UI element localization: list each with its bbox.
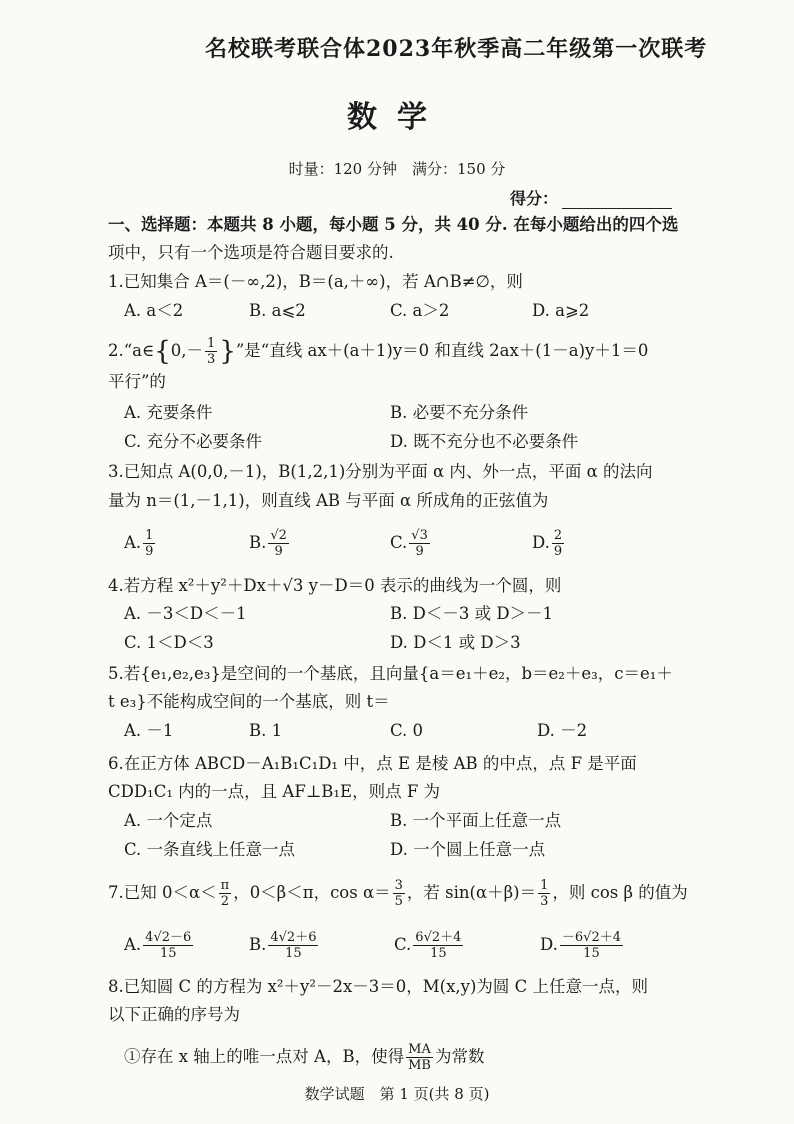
q3-c-num: √3 [411, 528, 428, 543]
q1-number: 1. [108, 272, 124, 291]
q7-f2-num: 3 [394, 878, 403, 893]
q8-number: 8. [108, 977, 124, 996]
exam-header: 名校联考联合体2023年秋季高二年级第一次联考 [205, 36, 708, 62]
q3-stem-line1 [108, 461, 653, 483]
q8-item-1 [124, 1042, 484, 1073]
q2-frac-den: 3 [207, 352, 216, 367]
q2-option-b: B. 必要不充分条件 [390, 403, 529, 422]
q7-number: 7. [108, 883, 124, 902]
q2-option-d: D. 既不充分也不必要条件 [390, 432, 579, 451]
q2-stem-line1 [108, 336, 648, 367]
q3-c-label: C. [390, 533, 408, 552]
q8-item1-den: MB [408, 1058, 431, 1073]
q7-a-den: 15 [159, 946, 177, 961]
q6-option-c: C. 一条直线上任意一点 [124, 840, 296, 859]
q4-option-a: A. －3＜D＜－1 [124, 604, 247, 623]
q6-stem-line2: CDD₁C₁ 内的一点，且 AF⊥B₁E，则点 F 为 [108, 782, 441, 801]
q7-option-c [394, 930, 465, 961]
q1-text: 已知集合 A＝(－∞,2)，B＝(a,＋∞)，若 A∩B≠∅，则 [123, 272, 523, 291]
q7-a-frac [143, 930, 193, 961]
q8-stem-line1 [108, 976, 648, 998]
q7-b-frac [268, 930, 318, 961]
q1-option-b: B. a⩽2 [249, 301, 306, 320]
score-blank [562, 194, 672, 209]
q3-c-den: 9 [415, 544, 424, 559]
q3-b-den: 9 [274, 544, 283, 559]
q1-option-c: C. a＞2 [390, 301, 450, 320]
q8-line1-text: 已知圆 C 的方程为 x²＋y²－2x－3＝0，M(x,y)为圆 C 上任意一点，则 [123, 977, 649, 996]
q8-item1-frac [406, 1042, 433, 1073]
q3-option-b [249, 528, 291, 559]
q3-b-label: B. [249, 533, 267, 552]
q7-f3-den: 3 [540, 894, 549, 909]
q3-a-num: 1 [145, 528, 154, 543]
q8-item1-pre: ①存在 x 轴上的唯一点对 A，B，使得 [124, 1047, 405, 1066]
q6-number: 6. [108, 754, 124, 773]
q5-option-b: B. 1 [249, 721, 283, 740]
q7-f3-num: 1 [540, 878, 549, 893]
q2-pre: “a∈ [123, 341, 155, 360]
q7-text-3: ，若 sin(α＋β)＝ [406, 883, 537, 902]
score-field [510, 186, 672, 209]
q5-stem-line2: t e₃}不能构成空间的一个基底，则 t＝ [108, 692, 390, 711]
q2-option-a: A. 充要条件 [124, 403, 213, 422]
brace-left-icon: { [154, 336, 171, 367]
q3-line1-text: 已知点 A(0,0,－1)，B(1,2,1)分别为平面 α 内、外一点，平面 α 的法向 [123, 462, 653, 481]
q7-c-frac [413, 930, 463, 961]
q5-number: 5. [108, 664, 124, 683]
q4-option-d: D. D＜1 或 D＞3 [390, 633, 521, 652]
q8-stem-line2: 以下正确的序号为 [108, 1005, 240, 1024]
q6-stem-line1 [108, 753, 637, 775]
q6-line1-text: 在正方体 ABCD－A₁B₁C₁D₁ 中，点 E 是棱 AB 的中点，点 F 是平面 [123, 754, 637, 773]
section1-line2: 项中，只有一个选项是符合题目要求的. [108, 243, 394, 262]
q6-option-a: A. 一个定点 [124, 811, 213, 830]
q3-d-num: 2 [553, 528, 563, 543]
q8-item1-post: 为常数 [434, 1047, 485, 1066]
q1-option-d: D. a⩾2 [532, 301, 590, 320]
q5-option-d: D. －2 [537, 721, 588, 740]
q2-post: ”是“直线 ax＋(a＋1)y＝0 和直线 2ax＋(1－a)y＋1＝0 [235, 341, 649, 360]
q3-b-num: √2 [270, 528, 287, 543]
q4-number: 4. [108, 576, 124, 595]
q7-text-1: 已知 0＜α＜ [123, 883, 217, 902]
q7-a-num: 4√2－6 [145, 930, 192, 945]
q7-option-a [124, 930, 195, 961]
score-label: 得分： [510, 189, 559, 208]
q5-option-a: A. －1 [124, 721, 174, 740]
q3-b-frac [268, 528, 289, 559]
q2-fraction [205, 336, 217, 367]
q2-frac-num: 1 [207, 336, 216, 351]
q3-option-d [532, 528, 566, 559]
q7-a-label: A. [124, 935, 142, 954]
q7-d-label: D. [540, 935, 558, 954]
q3-c-frac [409, 528, 430, 559]
q3-d-den: 9 [553, 544, 563, 559]
q3-a-label: A. [124, 533, 142, 552]
q2-number: 2. [108, 341, 124, 360]
q7-option-d [540, 930, 625, 961]
page-footer: 数学试题 第 1 页(共 8 页) [304, 1085, 490, 1103]
q7-b-num: 4√2＋6 [270, 930, 317, 945]
q3-a-den: 9 [145, 544, 154, 559]
q6-option-b: B. 一个平面上任意一点 [390, 811, 562, 830]
q7-d-den: 15 [583, 946, 600, 961]
section1-line1: 一、选择题：本题共 8 小题，每小题 5 分，共 40 分. 在每小题给出的四个选 [108, 215, 679, 234]
q3-d-label: D. [532, 533, 550, 552]
q7-frac-3 [538, 878, 550, 909]
q7-stem [108, 878, 688, 909]
q5-stem-line1 [108, 663, 673, 685]
q5-option-c: C. 0 [390, 721, 424, 740]
q3-option-a [124, 528, 157, 559]
q1-stem [108, 271, 523, 293]
q7-b-den: 15 [285, 946, 302, 961]
q2-option-c: C. 充分不必要条件 [124, 432, 263, 451]
q5-line1-text: 若{e₁,e₂,e₃}是空间的一个基底，且向量{a＝e₁＋e₂，b＝e₂＋e₃，c＝e₁＋ [123, 664, 673, 683]
q8-item1-num: MA [408, 1042, 431, 1057]
q7-option-b [249, 930, 320, 961]
q7-frac-2 [393, 878, 405, 909]
q7-f1-den: 2 [220, 894, 230, 909]
q3-stem-line2: 量为 n＝(1,－1,1)，则直线 AB 与平面 α 所成角的正弦值为 [108, 491, 549, 510]
q4-option-b: B. D＜－3 或 D＞－1 [390, 604, 554, 623]
exam-meta: 时量：120 分钟 满分：150 分 [288, 160, 506, 178]
q3-a-frac [143, 528, 155, 559]
q7-d-frac [560, 930, 623, 961]
q7-d-num: －6√2＋4 [561, 930, 621, 945]
q3-option-c [390, 528, 432, 559]
q2-stem-line2: 平行”的 [108, 372, 166, 391]
brace-right-icon: } [219, 336, 236, 367]
q1-option-a: A. a＜2 [124, 301, 184, 320]
q7-c-label: C. [394, 935, 412, 954]
q4-option-c: C. 1＜D＜3 [124, 633, 214, 652]
q4-stem [108, 575, 561, 597]
q7-text-2: ，0＜β＜π，cos α＝ [233, 883, 391, 902]
q7-text-4: ，则 cos β 的值为 [552, 883, 688, 902]
q2-set: 0,－ [170, 341, 204, 360]
q4-text: 若方程 x²＋y²＋Dx＋√3 y－D＝0 表示的曲线为一个圆，则 [123, 576, 562, 595]
q7-f1-num: π [220, 878, 230, 893]
q3-number: 3. [108, 462, 124, 481]
q7-c-den: 15 [430, 946, 447, 961]
q7-c-num: 6√2＋4 [415, 930, 462, 945]
q6-option-d: D. 一个圆上任意一点 [390, 840, 546, 859]
subject-title: 数学 [347, 100, 447, 135]
q7-f2-den: 5 [394, 894, 403, 909]
q3-d-frac [552, 528, 564, 559]
q7-b-label: B. [249, 935, 267, 954]
q7-frac-1 [219, 878, 232, 909]
